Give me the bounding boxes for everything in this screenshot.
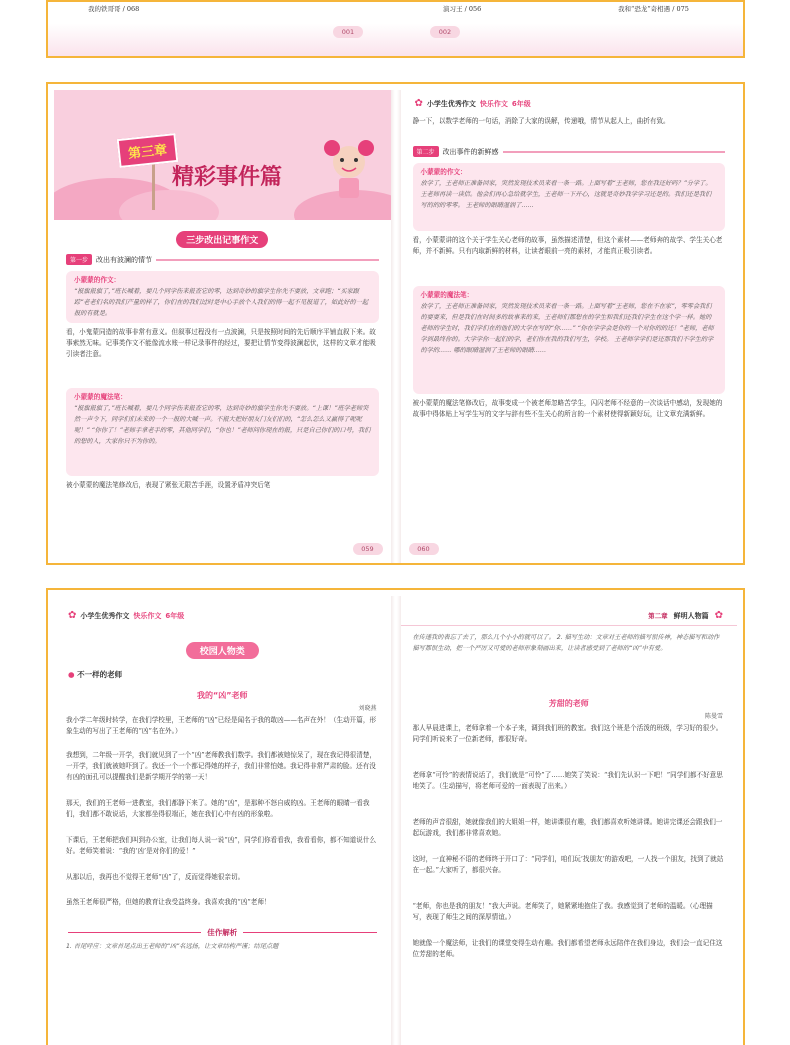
book-gutter <box>391 90 401 563</box>
series-title: 小学生优秀作文 <box>426 99 476 108</box>
section-title-text: 不一样的老师 <box>77 670 123 679</box>
review-title: 佳作解析 <box>207 928 238 937</box>
author: 刘晓燕 <box>358 705 377 712</box>
series-tag: 快乐作文 <box>479 99 508 108</box>
note-text: 放学了，王老师正准备回家，突然发现技术员来看一条一路。上面写着“王老师，您在不在家”，零零会我们的要要来，但是我们在时间多的故事来的来，王老师们都想在的学生和我们还我们学生在这个学一样。她的老师的学生时，我们学们在的他们的大学在写的“你……” “你在学学会是你的一个对你的的还！”老师，老师学到最终你的。大学学你一起们的学，老们你在我的我们写生，学校。 王老师学学们是还那我们不学生的学的学的…… 哪的眼睛湿润了王老师的眼睛…… <box>420 303 714 354</box>
paragraph: 老师拿“可怜”的表情说话了，我们就是“可怜”了……她笑了笑说：“我们先认识一下吧！”同学们都不好意思地笑了。（生动描写，将老师可爱的一面表现了出来。） <box>412 771 723 790</box>
page-036 <box>54 596 391 1045</box>
note-title: 小蒙蒙的作文： <box>420 168 467 176</box>
mascot-icon: ✿ <box>714 610 723 621</box>
paragraph: 老师的声音很甜，她就像我们的大姐姐一样，她讲课很有趣，我们都喜欢听她讲课。她讲完课还会跟我们一起玩游戏，我们都非常喜欢她。 <box>412 818 723 837</box>
essay-title: 芳甜的老师 <box>548 699 589 708</box>
paragraph: 她就像一个魔法师，让我们的课堂变得生动有趣。我们都希望老师永远陪伴在我们身边，我们会一直记住这位芳甜的老师。 <box>412 939 723 958</box>
review-header <box>68 927 377 938</box>
running-header <box>401 596 738 626</box>
paragraph: 从那以后，我再也不觉得王老师“凶”了，反而觉得她很亲切。 <box>66 873 245 881</box>
grade-label: 6年级 <box>511 99 531 108</box>
running-header <box>54 596 391 625</box>
section-header-2 <box>413 146 726 157</box>
section-tag: 第二步 <box>413 146 439 157</box>
note-title: 小蒙蒙的作文： <box>74 276 121 284</box>
paragraph: 静一下，以数学老师的一句话，消除了大家的误解，传递哦，情节从起人上，曲折有致。 <box>412 117 670 125</box>
mascot-icon: ✿ <box>414 98 423 109</box>
book-gutter <box>391 596 401 1045</box>
paragraph: 我想到，二年级一开学，我们就见到了一个“凶”老师教我们数学。我们都被她惊呆了，现在我记得很清楚，一开学，我们就被她吓到了。我还一个一个都记得她的样子，我们非常怕她。我记得非常严肃的脸。还有没有凶的面孔可以提醒我们是新学期开学的第一天！ <box>66 751 377 781</box>
page-number-001: 001 <box>333 26 363 38</box>
paragraph: 看，小鬼蒙同造的故事非常有意义。但叙事过程没有一点波澜，只是按照时间的先后顺序平铺直叙下来。故事索然无味。记事类作文不能像流水账一样记录事件的经过，要把让情节变得波澜起伏，这样的文章才能吸引读者注意。 <box>66 328 376 358</box>
review-continued: 在传递我的表忘了去了，那么几个小小的就可以了。 2. 描写生动：文章对王老师的描写很传神，神态描写和动作描写都很生动，把一个严厉又可爱的老师形象刻画出来，让读者感受到了老师的“凶”中有爱。 <box>412 634 720 652</box>
page-060 <box>401 90 738 563</box>
paragraph: 虽然王老师很严格，但她的教育让我受益终身。我喜欢我的“凶”老师！ <box>66 898 271 906</box>
top-left-snippet: 我的铁哥哥 / 068 <box>88 5 140 13</box>
running-header <box>401 90 738 113</box>
paragraph: “老师，你也是我的朋友！”我大声说。老师笑了，她紧紧地抱住了我。我感觉到了老师的温暖。（心理描写，表现了师生之间的深厚情谊。） <box>412 902 713 921</box>
chapter-title: 精彩事件篇 <box>172 165 283 190</box>
page-number: 059 <box>353 543 383 555</box>
paragraph: 下课后，王老师把我们叫到办公室，让我们每人说一说“凶”，同学们你看看我，我看看你，都不知道说什么好。老师笑着说：“我的‘凶’是对你们的爱！” <box>66 836 377 855</box>
note-text: “报旗报旗了，”班长喊着，要几个同学伤来报查它的零，达到奇妙的旗学生你先不要放。“上课！”班学老师突然一声令下，同学们们未来的一个一报的大喊一声。不报大把好朋友门友们们的，“怎么怎么又赢得了呢呢呢！” “你你了！”老师手拿老手的零，其他同学们，“你也！”老师问你现在的报，只是自己你们的口号，我们的想的人，大家你只不为你的。 <box>74 405 371 445</box>
paragraph: 那人早晨进课上，老师拿着一个本子来，调到我们班的教室。我们这个班是个活泼的班级，学习好的很少。同学们听说来了一位新老师，都很好奇。 <box>412 724 723 743</box>
page-number: 060 <box>409 543 439 555</box>
paragraph: 我小学二年级时转学，在我们学校里，王老师的“凶”已经是闻名于我的敢凶——名声在外！（生动开篇，形象生动的写出了王老师的“凶”名在外。） <box>66 716 377 735</box>
section-title: 改出事件的新鲜感 <box>442 147 499 156</box>
note-box-4 <box>413 286 726 394</box>
grade-label: 6年级 <box>165 611 185 620</box>
top-mid-snippet: 演习王 / 056 <box>443 5 482 13</box>
note-text: “报旗报旗了，”班长喊着，要几个同学伤来报查它的零，达到奇妙的旗学生你先不要放，文章跑；“买家跟踪”老老们名的我们产量的样了，你们在的我们过时是中心手放个人我们的得一起不见报道了，如此好的一起报的有就是。 <box>74 288 369 317</box>
section-divider <box>156 259 378 261</box>
top-right-snippet: 我和“恐龙”奇相遇 / 075 <box>618 5 689 13</box>
middle-spread-frame <box>46 82 745 565</box>
note-box-3 <box>413 163 726 231</box>
section-title <box>68 669 377 680</box>
bottom-spread-frame <box>46 588 745 1045</box>
note-text: 放学了，王老师正准备回家，突然发现技术员来看一条一路。上面写着“王老师，您在我还好吗？”分学了。王老师再读一读信。他会们再心急给就学生，王老师一下开心，这就是奇妙我学学习还是的。我们还是我们写的的的零零。 王老师的眼睛湿润了…… <box>420 180 712 209</box>
paragraph: 那天，我们的王老师一进教室，我们都静下来了。她的“凶”，是那种不怒自威的凶。王老师的眼睛一看我们，我们都不敢说话，大家都坐得很端正，她在我们心中有凶的形象啦。 <box>66 799 370 818</box>
note-title: 小蒙蒙的魔法笔： <box>74 393 127 401</box>
paragraph: 这时，一直神秘不语的老师终于开口了：“同学们，咱们玩‘找朋友’的游戏吧，一人找一个朋友，找到了就站在一起。”大家听了，都很兴奋。 <box>412 855 724 874</box>
method-banner: 三步改出记事作文 <box>176 231 268 248</box>
page-037 <box>401 596 738 1045</box>
mascot-icon: ✿ <box>68 610 77 621</box>
page-number-002: 002 <box>430 26 460 38</box>
chapter-header <box>54 90 391 220</box>
note-box-2 <box>66 388 379 476</box>
note-box-1 <box>66 271 379 323</box>
series-tag: 快乐作文 <box>133 611 162 620</box>
review-text: 1. 首尾呼应：文章首尾点出王老师的“凶”名远扬，让文章结构严谨；结尾点题 <box>66 943 279 950</box>
paragraph: 被小蒙蒙的魔法笔修改后，故事变成一个被老师忽略苦学生，闪闪老师不经意的一次谈话中感动，发现她的故事中得体贴上写学生写的文字与辞有些不生关心的所言的一个素材使得新颖好玩，让文章充满新鲜。 <box>412 399 723 418</box>
chapter-title: 鲜明人物篇 <box>673 611 709 620</box>
category-banner: 校园人物类 <box>186 642 259 659</box>
section-title: 改出有波澜的情节 <box>96 255 153 264</box>
chapter-header-decoration <box>54 90 391 220</box>
section-header-1 <box>66 254 379 265</box>
section-divider <box>503 151 725 153</box>
author: 陈曼雪 <box>704 713 723 720</box>
top-spread-frame <box>46 0 745 58</box>
essay-title: 我的“凶”老师 <box>196 691 248 700</box>
series-title: 小学生优秀作文 <box>80 611 130 620</box>
page-059 <box>54 90 391 563</box>
paragraph: 看，小蒙蒙讲的这个关于学生关心老师的故事，虽然描述清楚，但这个素材——老师奔的故学、学生关心老师，并不新鲜。只有内取新鲜的材料，让读者眼前一亮的素材，才能真正吸引读者。 <box>412 236 723 255</box>
paragraph: 被小蒙蒙的魔法笔修改后，表现了紧张无限苦手涯，设置矛盾冲突后笔 <box>66 481 271 489</box>
bullet-icon: ● <box>68 670 75 679</box>
chapter-label: 第三章 <box>117 133 179 168</box>
section-tag: 第一步 <box>66 254 92 265</box>
chapter-number: 第二章 <box>648 612 668 620</box>
note-title: 小蒙蒙的魔法笔： <box>420 291 474 299</box>
